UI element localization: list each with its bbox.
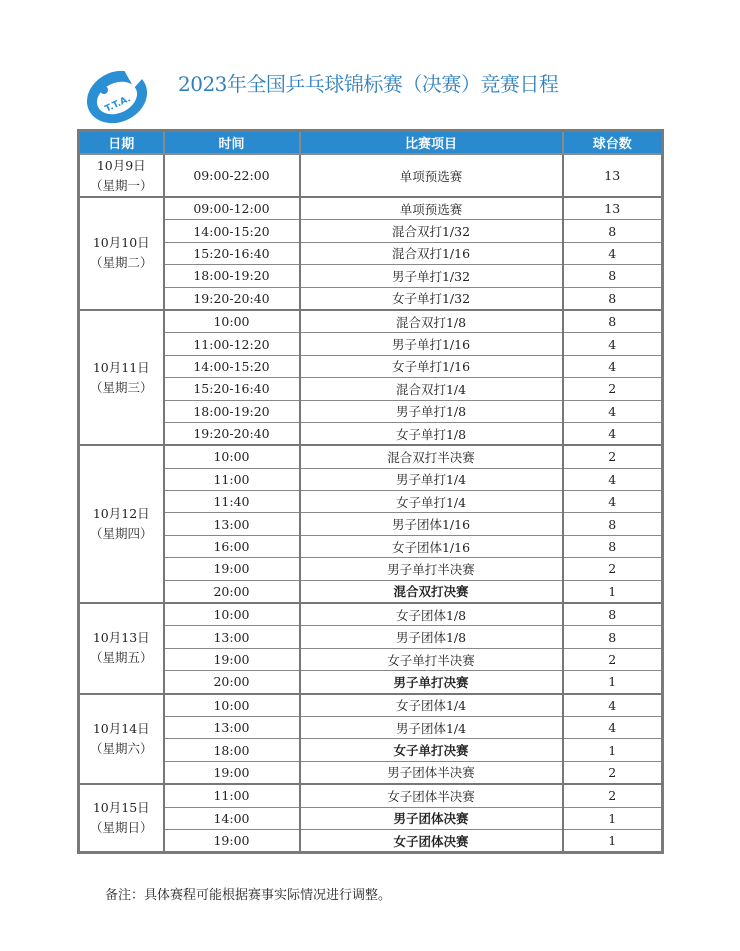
time-cell: 10:00 bbox=[164, 310, 300, 333]
tables-cell: 4 bbox=[563, 242, 663, 264]
time-cell: 18:00 bbox=[164, 739, 300, 761]
event-cell: 女子单打决赛 bbox=[300, 739, 563, 761]
date: 10月10日 bbox=[92, 235, 150, 251]
event-cell: 女子团体半决赛 bbox=[300, 784, 563, 807]
table-row bbox=[79, 265, 663, 287]
time-cell: 10:00 bbox=[164, 603, 300, 626]
event-cell: 混合双打1/16 bbox=[300, 242, 563, 264]
event-cell: 男子团体1/8 bbox=[300, 626, 563, 648]
table-row bbox=[79, 400, 663, 422]
table-row bbox=[79, 242, 663, 264]
table-row bbox=[79, 154, 663, 197]
time-cell: 10:00 bbox=[164, 445, 300, 468]
event-cell: 女子单打1/4 bbox=[300, 491, 563, 513]
date: 10月15日 bbox=[92, 800, 150, 816]
footnote: 备注：具体赛程可能根据赛事实际情况进行调整。 bbox=[105, 888, 392, 903]
weekday: （星期五） bbox=[89, 650, 153, 666]
tables-cell: 4 bbox=[563, 400, 663, 422]
date: 10月13日 bbox=[92, 630, 150, 646]
tables-cell: 13 bbox=[563, 154, 663, 197]
event-cell: 女子单打1/8 bbox=[300, 422, 563, 445]
table-row bbox=[79, 807, 663, 829]
table-row bbox=[79, 310, 663, 333]
event-cell: 混合双打1/32 bbox=[300, 220, 563, 242]
time-cell: 15:20-16:40 bbox=[164, 242, 300, 264]
tables-cell: 8 bbox=[563, 287, 663, 310]
table-row bbox=[79, 648, 663, 670]
table-row bbox=[79, 784, 663, 807]
date-cell bbox=[79, 784, 164, 853]
tables-cell: 1 bbox=[563, 807, 663, 829]
header-tables: 球台数 bbox=[563, 131, 663, 155]
event-cell: 男子单打1/32 bbox=[300, 265, 563, 287]
event-cell: 女子单打1/16 bbox=[300, 355, 563, 377]
date-cell bbox=[79, 310, 164, 445]
tables-cell: 2 bbox=[563, 784, 663, 807]
event-cell: 男子单打1/8 bbox=[300, 400, 563, 422]
event-cell: 男子团体1/4 bbox=[300, 716, 563, 738]
time-cell: 18:00-19:20 bbox=[164, 400, 300, 422]
header-event: 比赛项目 bbox=[300, 131, 563, 155]
time-cell: 14:00-15:20 bbox=[164, 220, 300, 242]
date: 10月9日 bbox=[96, 157, 146, 173]
table-row bbox=[79, 333, 663, 355]
event-cell: 混合双打半决赛 bbox=[300, 445, 563, 468]
tables-cell: 1 bbox=[563, 739, 663, 761]
tables-cell: 13 bbox=[563, 197, 663, 220]
time-cell: 14:00-15:20 bbox=[164, 355, 300, 377]
table-row bbox=[79, 603, 663, 626]
weekday: （星期一） bbox=[89, 177, 153, 193]
tables-cell: 4 bbox=[563, 355, 663, 377]
table-row bbox=[79, 580, 663, 603]
tables-cell: 8 bbox=[563, 220, 663, 242]
tables-cell: 2 bbox=[563, 761, 663, 784]
tables-cell: 8 bbox=[563, 535, 663, 557]
event-cell: 男子单打半决赛 bbox=[300, 558, 563, 580]
time-cell: 11:40 bbox=[164, 491, 300, 513]
header-date: 日期 bbox=[79, 131, 164, 155]
ttta-logo-icon bbox=[84, 66, 154, 124]
event-cell: 男子单打1/4 bbox=[300, 468, 563, 490]
table-row bbox=[79, 535, 663, 557]
table-row bbox=[79, 739, 663, 761]
svg-text:T.T.A.: T.T.A. bbox=[103, 94, 133, 115]
table-row bbox=[79, 671, 663, 694]
tables-cell: 2 bbox=[563, 558, 663, 580]
date-cell bbox=[79, 445, 164, 603]
time-cell: 10:00 bbox=[164, 694, 300, 717]
table-row bbox=[79, 422, 663, 445]
table-row bbox=[79, 829, 663, 852]
table-row bbox=[79, 761, 663, 784]
time-cell: 13:00 bbox=[164, 626, 300, 648]
tables-cell: 1 bbox=[563, 671, 663, 694]
date-cell bbox=[79, 197, 164, 310]
time-cell: 13:00 bbox=[164, 513, 300, 535]
tables-cell: 1 bbox=[563, 580, 663, 603]
weekday: （星期六） bbox=[89, 740, 153, 756]
table-row bbox=[79, 513, 663, 535]
table-header bbox=[79, 131, 663, 155]
time-cell: 11:00-12:20 bbox=[164, 333, 300, 355]
time-cell: 11:00 bbox=[164, 468, 300, 490]
time-cell: 20:00 bbox=[164, 671, 300, 694]
event-cell: 单项预选赛 bbox=[300, 197, 563, 220]
time-cell: 18:00-19:20 bbox=[164, 265, 300, 287]
time-cell: 15:20-16:40 bbox=[164, 378, 300, 400]
tables-cell: 4 bbox=[563, 468, 663, 490]
table-row bbox=[79, 355, 663, 377]
time-cell: 13:00 bbox=[164, 716, 300, 738]
page-title: 2023年全国乒乓球锦标赛（决赛）竞赛日程 bbox=[178, 72, 559, 96]
event-cell: 混合双打决赛 bbox=[300, 580, 563, 603]
weekday: （星期日） bbox=[89, 820, 153, 836]
time-cell: 19:20-20:40 bbox=[164, 422, 300, 445]
event-cell: 女子团体1/16 bbox=[300, 535, 563, 557]
event-cell: 女子单打1/32 bbox=[300, 287, 563, 310]
tables-cell: 8 bbox=[563, 603, 663, 626]
tables-cell: 2 bbox=[563, 445, 663, 468]
tables-cell: 4 bbox=[563, 716, 663, 738]
tables-cell: 1 bbox=[563, 829, 663, 852]
table-row bbox=[79, 445, 663, 468]
time-cell: 19:00 bbox=[164, 648, 300, 670]
table-row bbox=[79, 468, 663, 490]
tables-cell: 8 bbox=[563, 310, 663, 333]
date-cell bbox=[79, 154, 164, 197]
weekday: （星期三） bbox=[89, 379, 153, 395]
tables-cell: 4 bbox=[563, 694, 663, 717]
time-cell: 19:00 bbox=[164, 829, 300, 852]
event-cell: 男子单打1/16 bbox=[300, 333, 563, 355]
table-row bbox=[79, 287, 663, 310]
weekday: （星期二） bbox=[89, 255, 153, 271]
tables-cell: 8 bbox=[563, 513, 663, 535]
date-cell bbox=[79, 603, 164, 694]
tables-cell: 2 bbox=[563, 378, 663, 400]
tables-cell: 4 bbox=[563, 491, 663, 513]
event-cell: 女子单打半决赛 bbox=[300, 648, 563, 670]
tables-cell: 8 bbox=[563, 626, 663, 648]
table-row bbox=[79, 220, 663, 242]
time-cell: 19:20-20:40 bbox=[164, 287, 300, 310]
header-time: 时间 bbox=[164, 131, 300, 155]
time-cell: 19:00 bbox=[164, 558, 300, 580]
event-cell: 男子团体决赛 bbox=[300, 807, 563, 829]
event-cell: 男子团体1/16 bbox=[300, 513, 563, 535]
event-cell: 单项预选赛 bbox=[300, 154, 563, 197]
event-cell: 女子团体1/8 bbox=[300, 603, 563, 626]
time-cell: 19:00 bbox=[164, 761, 300, 784]
tables-cell: 8 bbox=[563, 265, 663, 287]
schedule-table bbox=[77, 129, 664, 854]
weekday: （星期四） bbox=[89, 526, 153, 542]
date: 10月14日 bbox=[92, 720, 150, 736]
event-cell: 女子团体决赛 bbox=[300, 829, 563, 852]
table-row bbox=[79, 378, 663, 400]
tables-cell: 4 bbox=[563, 422, 663, 445]
table-row bbox=[79, 694, 663, 717]
event-cell: 混合双打1/8 bbox=[300, 310, 563, 333]
event-cell: 男子单打决赛 bbox=[300, 671, 563, 694]
time-cell: 16:00 bbox=[164, 535, 300, 557]
time-cell: 09:00-22:00 bbox=[164, 154, 300, 197]
table-row bbox=[79, 716, 663, 738]
date: 10月12日 bbox=[92, 506, 150, 522]
date-cell bbox=[79, 694, 164, 785]
time-cell: 20:00 bbox=[164, 580, 300, 603]
time-cell: 09:00-12:00 bbox=[164, 197, 300, 220]
table-row bbox=[79, 491, 663, 513]
table-row bbox=[79, 626, 663, 648]
event-cell: 混合双打1/4 bbox=[300, 378, 563, 400]
table-row bbox=[79, 197, 663, 220]
tables-cell: 2 bbox=[563, 648, 663, 670]
tables-cell: 4 bbox=[563, 333, 663, 355]
time-cell: 14:00 bbox=[164, 807, 300, 829]
time-cell: 11:00 bbox=[164, 784, 300, 807]
event-cell: 男子团体半决赛 bbox=[300, 761, 563, 784]
event-cell: 女子团体1/4 bbox=[300, 694, 563, 717]
table-row bbox=[79, 558, 663, 580]
date: 10月11日 bbox=[92, 359, 150, 375]
